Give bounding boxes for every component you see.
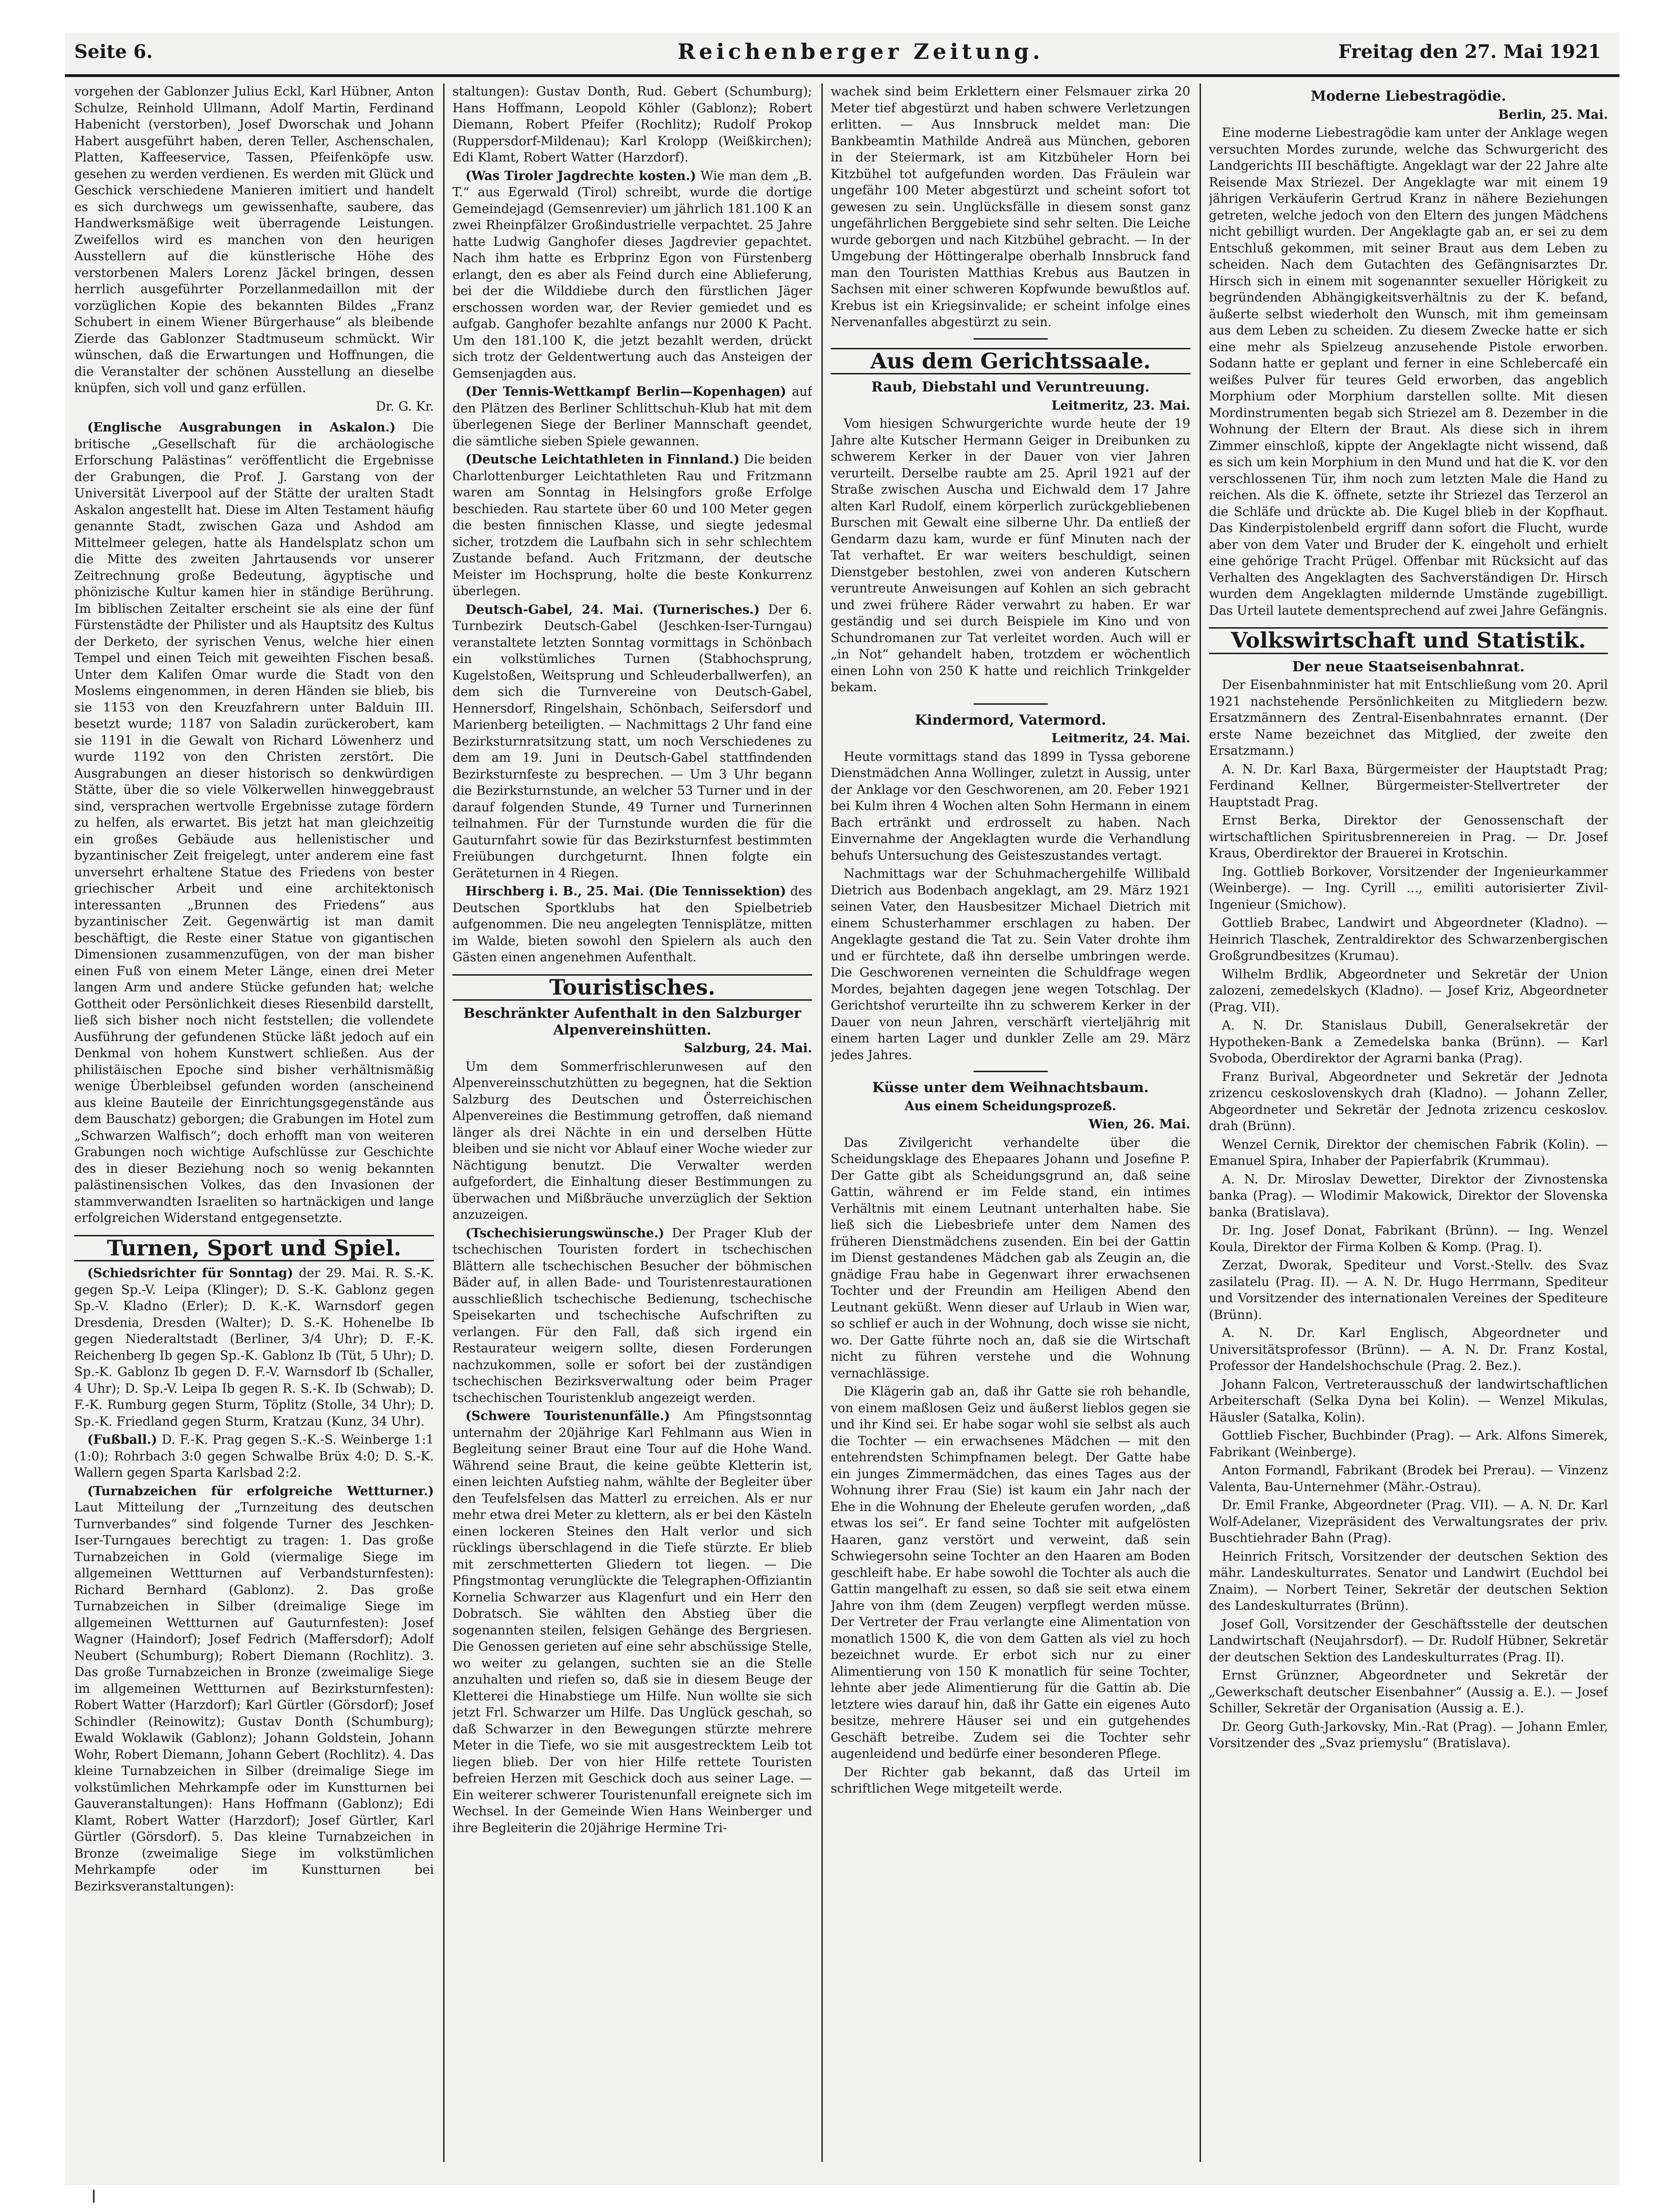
- section-economy-heading: Volkswirtschaft und Statistik.: [1209, 627, 1608, 654]
- article-gabel-head: Deutsch-Gabel, 24. Mai. (Turnerisches.): [465, 602, 760, 617]
- issue-date: Freitag den 27. Mai 1921: [1338, 41, 1601, 63]
- article-accidents-text: Am Pfingstsonntag unternahm der 20jährige Karl Fehlmann aus Wien in Begleitung seiner Braut eine Tour auf die Hohe Wand. Während seine Braut, die keine geübte Kletterin ist, einen leichten Aufstieg nahm, wählte der Begleiter über den Teufelsfelsen das Matterl zu erreichen. Als er nur mehr etwa drei Meter zu klettern, als er bei den Kästeln einen lockeren Steines den Halt verlor und sich rücklings überschlagend in die Tiefe stürzte. Er blieb mit zerschmetterten Gliedern tot liegen. — Die Pfingstmontag verunglückte die Telegraphen-Offiziantin Kornelia Schwarzer aus Klagenfurt und ein Herr den Dobratsch. Sie wählten den Abstieg über die sogenannten steilen, felsigen Gehänge des Bergriesen. Die Genossen gerieten auf eine sehr abschüssige Stelle, wo weiter zu gelangen, suchten sie an die Stelle anzuhalten und riefen so, daß sie in diesem Beuge der Kletterei die Hinabstiege um Hilfe. Nun wollte sie sich jetzt Frl. Schwarzer um Hilfe. Das Unglück geschah, so daß Schwarzer in den Bewegungen stürzte mehrere Meter in die Tiefe, wo sie mit ausgestrecktem Leib tot liegen blieb. Der von hier Hilfe rettete Touristen befreien Herzen mit Geschick doch aus seiner Lage. — Ein weiterer schwerer Touristenunfall ereignete sich im Wechsel. In der Gemeinde Wien Hans Weinberger und ihre Begleiterin die 20jährige Hermine Tri-: [452, 1409, 812, 1835]
- page-number: Seite 6.: [74, 41, 153, 63]
- divider: [974, 703, 1048, 705]
- railway-member-entry: A. N. Dr. Karl Englisch, Abgeordneter und Universitätsprofessor (Brünn). — A. N. Dr. Franz Kostal, Professor der Handelshochschule (Prag. 2. Bez.).: [1209, 1326, 1608, 1373]
- article-referees-text: der 29. Mai. R. S.-K. gegen Sp.-V. Leipa (Klinger); D. S.-K. Gablonz gegen Sp.-V. Kladno (Erler); D. K.-K. Warnsdorf gegen Dresdenia, Dresden (Walter); D. S.-K. Hohenelbe Ib gegen Niederaltstadt (Berliner, 3/4 Uhr); D. F.-K. Reichenberg Ib gegen Sp.-K. Gablonz Ib (Tüt, 5 Uhr); D. Sp.-K. Gablonz Ib gegen D. F.-V. Warnsdorf Ib (Schaller, 4 Uhr); D. Sp.-V. Leipa Ib gegen R. S.-K. Ib (Schwab); D. F.-K. Rumburg gegen Sturm, Töplitz (Stolle, 34 Uhr); D. Sp.-K. Friedland gegen Sturm, Kratzau (Kunz, 34 Uhr).: [74, 1266, 434, 1429]
- article-robbery-dateline: Leitmeritz, 23. Mai.: [1051, 398, 1190, 413]
- article-hirschberg-head: Hirschberg i. B., 25. Mai. (Die Tennissektion): [465, 884, 786, 899]
- railway-member-entry: Dr. Georg Guth-Jarkovsky, Min.-Rat (Prag). — Johann Emler, Vorsitzender des „Svaz priemyslu“ (Bratislava).: [1209, 1719, 1608, 1750]
- article-porcelain-text: vorgehen der Gablonzer Julius Eckl, Karl Hübner, Anton Schulze, Reinhold Ullmann, Adolf Martin, Ferdinand Habenicht (verstorben), Josef Dworschak und Johann Habert ausgeführt haben, deren Teller, Aschenschalen, Platten, Kaffeeservice, Tassen, Pfeifenköpfe usw. gesehen zu werden verdienen. Es werden mit Glück und Geschick verschiedene Manieren imitiert und handelt es sich durchwegs um gewissenhafte, saubere, das Handwerksmäßige weit überragende Leistungen. Zweifellos wird es manchen von den heurigen Ausstellern auf die künstlerische Höhe des verstorbenen Malers Lorenz Jäckel bringen, dessen herrlich ausgeführter Porzellanmedaillon mit der vorzüglichen Kopie des bekannten Bildes „Franz Schubert in einem Wiener Bürgerhause“ als bleibende Zierde das Gablonzer Stadtmuseum schmückt. Wir wünschen, daß die Erwartungen und Hoffnungen, die die Veranstalter der schönen Ausstellung an dieselbe knüpfen, sich voll und ganz erfüllen.: [74, 84, 434, 395]
- section-touristic-heading: Touristisches.: [452, 974, 812, 1001]
- article-tragedy-text: Eine moderne Liebestragödie kam unter der Anklage wegen versuchten Mordes zurunde, welche das Schwurgericht des Landgerichts III beschäftigte. Angeklagt war der 22 Jahre alte Reisende Max Striezel. Der Angeklagte war mit einem 19 jährigen Verkäuferin Gertrud Kranz in nähere Beziehungen getreten, welche jedoch von den Eltern des jungen Mädchens nicht gebilligt wurden. Der Angeklagte gab an, er sei zu dem Entschluß gekommen, mit seiner Braut aus dem Leben zu scheiden. Nach dem Gutachten des Gefängnisarztes Dr. Hirsch sich in einem mit sogenannter sexueller Hörigkeit zu begründenden Abhängigkeitsverhältnis zu der K. befand, äußerte selbst wiederholt den Wunsch, mit ihm gemeinsam aus dem Leben zu scheiden. Zu diesem Zwecke hatte er sich eine mehr als Spielzeug anzusehende Pistole erworben. Sodann hatte er geplant und ferner in eine Schlebercafé ein weißes Pulver für teures Geld erworben, das angeblich Morphium oder Morphium darstellen sollte. Mit diesen Mordinstrumenten begab sich Striezel am 8. Dezember in die Wohnung der Eltern der Braut. Als diese sich in ihrem Zimmer einschloß, kippte der Angeklagte nicht wissend, daß es sich um kein Morphium in den Mund und hat die K. vor den verschlossenen Tür, ihm noch zum letzten Male die Hand zu reichen. Als die K. öffnete, setzte ihr Striezel das Terzerol an die Schläfe und drückte ab. Die Kugel blieb in der Kopfhaut. Das Kinderpistolenbeld ergriff dann sofort die Flucht, wurde aber von dem Vater und Bruder der K. eingeholt und erhielt eine gehörige Tracht Prügel. Offenbar mit Rücksicht auf das Verhalten des Angeklagten des Sachverständigen Dr. Hirsch wurden dem Angeklagten mildernde Umstände zugebilligt. Das Urteil lautete dementsprechend auf zwei Jahre Gefängnis.: [1209, 126, 1608, 618]
- article-badges-continued: staltungen): Gustav Donth, Rud. Gebert (Schumburg); Hans Hoffmann, Leopold Köhler (Gablonz); Robert Diemann, Robert Pfeifer (Rochlitz); Rudolf Prokop (Ruppersdorf-Mildenau); Karl Krolopp (Weißkirchen); Edi Klamt, Robert Watter (Harzdorf).: [452, 84, 812, 165]
- article-gabel-text: Der 6. Turnbezirk Deutsch-Gabel (Jeschken-Iser-Turngau) veranstaltete letzten Sonntag vormittags in Schönbach ein volkstümliches Turnen (Stabhochsprung, Kugelstoßen, Weitsprung und Schleuderballwerfen), an dem sich die Turnvereine von Deutsch-Gabel, Hennersdorf, Ringelshain, Schönbach, Seifersdorf und Marienberg beteiligten. — Nachmittags 2 Uhr fand eine Bezirksturnratsitzung statt, um noch Verschiedenes zu dem am 19. Juni in Deutsch-Gabel stattfindenden Bezirksturnfeste zu besprechen. — Um 3 Uhr begann die Bezirksturnstunde, an welcher 53 Turner und in der darauf folgenden Stunde, 49 Turner und Turnerinnen teilnahmen. Für der Turnstunde wurden die für die Gauturnfahrt sowie für das Bezirksturnfest bestimmten Freiübungen durchgeturnt. Ihnen folgte ein Geräteturnen in 4 Riegen.: [452, 602, 812, 881]
- article-czech-text: Der Prager Klub der tschechischen Touristen fordert in tschechischen Blättern alle tschechischen Besucher der böhmischen Bäder auf, in allen Bade- und Touristenrestaurationen ausschließlich tschechische Bedienung, tschechische Speisekarten und tschechische Aufschriften zu verlangen. Für den Fall, daß sich irgend ein Restaurateur weigern sollte, diesen Forderungen nachzukommen, solle er sofort bei der zuständigen tschechischen Bezirksverwaltung oder beim Prager tschechischen Touristenklub angezeigt werden.: [452, 1226, 812, 1405]
- column-3: [831, 84, 1190, 2162]
- article-referees-head: (Schiedsrichter für Sonntag): [87, 1266, 293, 1280]
- article-tennis-text: auf den Plätzen des Berliner Schlittschuh-Klub hat mit dem überlegenen Siege der Berliner Mannschaft geendet, die sämtliche sieben Spiele gewannen.: [452, 385, 812, 449]
- railway-member-entry: Gottlieb Fischer, Buchbinder (Prag). — Ark. Alfons Simerek, Fabrikant (Weinberge).: [1209, 1428, 1608, 1460]
- railway-member-entry: A. N. Dr. Stanislaus Dubill, Generalsekretär der Hypotheken-Bank a Zemedelska banka (Brünn). — Karl Svoboda, Oberdirektor der Agrarni banka (Prag).: [1209, 1018, 1608, 1066]
- divider: [974, 338, 1048, 340]
- article-railway-intro: Der Eisenbahnminister hat mit Entschließung vom 20. April 1921 nachstehende Persönlichkeiten zu Mitgliedern bezw. Ersatzmännern des Zentral-Eisenbahnrates ernannt. (Der erste Name bezeichnet das Mitglied, der zweite den Ersatzmann.): [1209, 678, 1608, 758]
- article-murder-text-2: Nachmittags war der Schuhmachergehilfe Willibald Dietrich aus Bodenbach angeklagt, am 29. März 1921 seinen Vater, den Hausbesitzer Michael Dietrich mit einem Schusterhammer erschlagen zu haben. Der Angeklagte gestand die Tat zu. Sein Vater drohte ihm und er fürchtete, daß ihn derselbe umbringen werde. Die Geschworenen verneinten die Schuldfrage wegen Mordes, bejahten dagegen jene wegen Totschlag. Der Gerichtshof verurteilte ihn zu schwerem Kerker in der Dauer von neun Jahren, verschärft vierteljährig mit einem harten Lager und dunkler Zelle am 29. März jedes Jahres.: [831, 867, 1190, 1062]
- article-badges-text: Laut Mitteilung der „Turnzeitung des deutschen Turnverbandes“ sind folgende Turner des Jeschken-Iser-Turngaues berechtigt zu tragen: 1. Das große Turnabzeichen in Gold (viermalige Siege im allgemeinen Wettturnen auf Verbandsturnfesten): Richard Bernhard (Gablonz). 2. Das große Turnabzeichen in Silber (dreimalige Siege im allgemeinen Wettturnen auf Gauturnfesten): Josef Wagner (Haindorf); Josef Fedrich (Maffersdorf); Adolf Neubert (Schumburg); Robert Diemann (Rochlitz). 3. Das große Turnabzeichen in Bronze (zweimalige Siege im allgemeinen Wettturnen auf Bezirksturnfesten): Robert Watter (Harzdorf); Karl Gürtler (Görsdorf); Josef Schindler (Reinowitz); Gustav Donth (Schumburg); Ewald Woklawik (Gablonz); Johann Goldstein, Johann Wohr, Robert Diemann, Johann Gebert (Rochlitz). 4. Das kleine Turnabzeichen in Silber (dreimalige Siege im volkstümlichen Mehrkampfe oder im Kunstturnen bei Gauveranstaltungen): Hans Hoffmann (Gablonz); Edi Klamt, Robert Watter (Harzdorf); Josef Gürtler, Karl Gürtler (Görsdorf). 5. Das kleine Turnabzeichen in Bronze (zweimalige Siege im volkstümlichen Mehrkampfe oder im Kunstturnen bei Bezirksveranstaltungen):: [74, 1500, 434, 1894]
- article-hirschberg-text: des Deutschen Sportklubs hat den Spielbetrieb aufgenommen. Die neu angelegten Tennisplätze, mitten im Walde, bieten sowohl den Spielern als auch den Gästen einen angenehmen Aufenthalt.: [452, 884, 812, 965]
- article-askalon-head: (Englische Ausgrabungen in Askalon.): [87, 420, 396, 435]
- article-murder-dateline: Leitmeritz, 24. Mai.: [1051, 731, 1190, 746]
- railway-member-entry: Heinrich Fritsch, Vorsitzender der deutschen Sektion des mähr. Landeskulturrates. Senator und Landwirt (Euchdol bei Znaim). — Norbert Teiner, Sekretär der deutschen Sektion des Landeskulturrates (Brünn).: [1209, 1549, 1608, 1613]
- railway-member-entry: Ernst Berka, Direktor der Genossenschaft der wirtschaftlichen Spiritusbrennereien in Prag. — Dr. Josef Kraus, Oberdirektor der Brauerei in Krotschin.: [1209, 813, 1608, 861]
- railway-member-entry: Gottlieb Brabec, Landwirt und Abgeordneter (Kladno). — Heinrich Tlaschek, Zentraldirektor des Schwarzenbergischen Großgrundbesitzes (Krumau).: [1209, 916, 1608, 963]
- column-4: [1209, 84, 1608, 2162]
- railway-member-entry: A. N. Dr. Miroslav Dewetter, Direktor der Zivnostenska banka (Prag). — Wlodimir Makowick, Direktor der Slovenska banka (Bratislava).: [1209, 1172, 1608, 1220]
- scan-mark: [93, 2190, 95, 2203]
- railway-member-entry: Ernst Grünzner, Abgeordneter und Sekretär der „Gewerkschaft deutscher Eisenbahner“ (Aussig a. E.). — Josef Schiller, Sekretär der Organisation (Aussig a. E.).: [1209, 1668, 1608, 1716]
- article-finland-text: Die beiden Charlottenburger Leichtathleten Rau und Fritzmann waren am Sonntag in Helsingfors große Erfolge beschieden. Rau startete über 60 und 100 Meter gegen die besten finnischen Klasse, und siegte jedesmal sicher, trotzdem die Laufbahn sich in sehr schlechtem Zustande befand. Auch Fritzmann, der deutsche Meister im Hochsprung, holte die beste Konkurrenz überlegen.: [452, 452, 812, 598]
- article-robbery-text: Vom hiesigen Schwurgerichte wurde heute der 19 Jahre alte Kutscher Hermann Geiger in Dreibunken zu schwerem Kerker in der Dauer von vier Jahren verurteilt. Derselbe raubte am 25. April 1921 auf der Straße zwischen Auscha und Eichwald dem 17 Jahre alten Karl Rudolf, einem körperlich zurückgebliebenen Burschen mit Gewalt eine silberne Uhr. Da entließ der Gendarm dazu kam, wurde er fünf Minuten nach der Tat verhaftet. Er war weiters beschuldigt, seinen Dienstgeber bestohlen, zwei von anderen Kutschern veruntreute Anweisungen auf Kohlen an sich gebracht und zwei frühere Räder verwahrt zu haben. Er war geständig und sei durch Beispiele im Kino und von Schundromanen zur Tat verleitet worden. Auch will er „in Not“ gehandelt haben, trotzdem er wöchentlich einen Lohn von 250 K hatte und reichlich Trinkgelder bekam.: [831, 417, 1190, 694]
- article-czech-head: (Tschechisierungswünsche.): [465, 1226, 665, 1241]
- column-2: [452, 84, 812, 2162]
- article-salzburg-headline: Beschränkter Aufenthalt in den Salzburger Alpenvereinshütten.: [463, 1005, 801, 1038]
- railway-member-entry: Anton Formandl, Fabrikant (Brodek bei Prerau). — Vinzenz Valenta, Bau-Unternehmer (Mähr.-Ostrau).: [1209, 1463, 1608, 1494]
- newspaper-name: Reichenberger Zeitung.: [678, 39, 1044, 64]
- divider: [974, 1071, 1048, 1072]
- railway-member-entry: Josef Goll, Vorsitzender der Geschäftsstelle der deutschen Landwirtschaft (Neujahrsdorf). — Dr. Rudolf Hübner, Sekretär der deutschen Sektion des Landeskulturrates (Prag. II).: [1209, 1617, 1608, 1665]
- article-hunting-text: Wie man dem „B. T.“ aus Egerwald (Tirol) schreibt, wurde die dortige Gemeindejagd (Gemsenrevier) um jährlich 181.100 K an zwei Rheinpfälzer Großindustrielle verpachtet. 25 Jahre hatte Ludwig Ganghofer dieses Jagdrevier gepachtet. Nach ihm hatte es Erbprinz Egon von Fürstenberg erlangt, den es aber als Feind durch eine Ablieferung, bei der die Wilddiebe durch den fürstlichen Jäger erschossen worden war, der Revier gemiedet und es aufgab. Ganghofer bezahlte anfangs nur 2000 K Pacht. Um den 181.100 K, die jetzt bezahlt werden, drückt sich trotz der Geldentwertung auch das Ansteigen der Gemsenjagden aus.: [452, 168, 812, 381]
- railway-member-entry: A. N. Dr. Karl Baxa, Bürgermeister der Hauptstadt Prag; Ferdinand Kellner, Bürgermeister-Stellvertreter der Hauptstadt Prag.: [1209, 762, 1608, 810]
- masthead: [65, 32, 1620, 77]
- article-tragedy-dateline: Berlin, 25. Mai.: [1498, 107, 1608, 122]
- article-finland-head: (Deutsche Leichtathleten in Finnland.): [465, 452, 740, 467]
- article-divorce-text-2: Die Klägerin gab an, daß ihr Gatte sie roh behandle, von einem maßlosen Geiz und äußerst lieblos gegen sie und ihr Kind sei. Er habe sogar wohl sie selbst als auch die Tochter — ein erwachsenes Mädchen — mit den entehrendsten Schimpfnamen belegt. Der Gatte habe ein junges Zimmermädchen, das eines Tages aus der Wohnung ihrer Frau (Sie) ist kaum ein Jahr nach der Ehe in die Wohnung der Eheleute gerufen worden, „daß etwas los sei“. Er fand seine Tochter mit aufgelösten Haaren, ganz verstört und verweint, daß sein Schwiegersohn seine Tochter an den Haaren am Boden geschleift habe. Er habe sowohl die Tochter als auch die Gattin mangelhaft zu essen, so daß sie seit etwa einem Jahre von ihm (dem Zeugen) verpflegt werden müsse. Der Vertreter der Frau verlangte eine Alimentation von monatlich 1500 K, die von dem Gatten als viel zu hoch bezeichnet wurde. Er erbot sich nur zu einer Alimentierung von 150 K monatlich für seine Tochter, lehnte aber jede Alimentierung für die Gattin ab. Die letztere wies darauf hin, daß ihr Gatte ein eigenes Auto besitze, mehrere Häuser sei und ein gutgehendes Geschäft betreibe. Zudem sei die Tochter sehr augenleidend und bedürfe einer besonderen Pflege.: [831, 1384, 1190, 1761]
- railway-member-entry: Zerzat, Dworak, Spediteur und Vorst.-Stellv. des Svaz zasilatelu (Prag. II). — A. N. Dr. Hugo Herrmann, Spediteur und Vorsitzender des internationalen Vereines der Spediteure (Brünn).: [1209, 1258, 1608, 1322]
- article-football-text: D. F.-K. Prag gegen S.-K.-S. Weinberge 1:1 (1:0); Rohrbach 3:0 gegen Schwalbe Brüx 4:0; D. S.-K. Wallern gegen Sparta Karlsbad 2:2.: [74, 1433, 434, 1480]
- article-divorce-dateline: Wien, 26. Mai.: [1088, 1117, 1190, 1132]
- railway-member-entry: Franz Burival, Abgeordneter und Sekretär der Jednota zrizencu ceskoslovenskych drah (Kladno). — Johann Zeller, Abgeordneter und Sekretär der Jednota zrizencu ceskoslov. drah (Brünn).: [1209, 1069, 1608, 1133]
- article-hunting-head: (Was Tiroler Jagdrechte kosten.): [465, 168, 696, 183]
- section-sport-heading: Turnen, Sport und Spiel.: [74, 1235, 434, 1262]
- railway-member-entry: Wenzel Cernik, Direktor der chemischen Fabrik (Kolin). — Emanuel Spira, Inhaber der Papierfabrik (Krummau).: [1209, 1137, 1608, 1168]
- article-accidents-continued: wachek sind beim Erklettern einer Felsmauer zirka 20 Meter tief abgestürzt und haben schwere Verletzungen erlitten. — Aus Innsbruck meldet man: Die Bankbeamtin Mathilde Andreä aus München, geboren in der Steiermark, ist am Kitzbüheler Horn bei Kitzbühel tot aufgefunden worden. Das Fräulein war ungefähr 100 Meter abgestürzt und scheint sofort tot gewesen zu sein. Unglücksfälle in diesem sonst ganz ungefährlichen Berggebiete sind sehr selten. Die Leiche wurde geborgen und nach Kitzbühel gebracht. — In der Umgebung der Höttingeralpe oberhalb Innsbruck fand man den Touristen Matthias Krebus aus Bautzen in Sachsen mit einer schweren Kopfwunde bewußtlos auf. Krebus ist ein Kriegsinvalide; er scheint infolge eines Nervenanfalles abgestürzt zu sein.: [831, 84, 1190, 329]
- railway-member-entry: Dr. Ing. Josef Donat, Fabrikant (Brünn). — Ing. Wenzel Koula, Direktor der Firma Kolben & Komp. (Prag. I).: [1209, 1223, 1608, 1254]
- article-divorce-text-3: Der Richter gab bekannt, daß das Urteil im schriftlichen Wege mitgeteilt werde.: [831, 1765, 1190, 1796]
- article-railway-headline: Der neue Staatseisenbahnrat.: [1292, 658, 1525, 675]
- article-murder-text-1: Heute vormittags stand das 1899 in Tyssa geborene Dienstmädchen Anna Wollinger, zuletzt in Aussig, unter der Anklage vor den Geschworenen, am 20. Feber 1921 bei Kulm ihren 4 Wochen alten Sohn Hermann in einem Bach ertränkt und erdrosselt zu haben. Nach Einvernahme der Angeklagten wurde die Verhandlung behufs Untersuchung des Geisteszustandes vertagt.: [831, 749, 1190, 863]
- article-salzburg-dateline: Salzburg, 24. Mai.: [684, 1041, 812, 1055]
- section-court-heading: Aus dem Gerichtssaale.: [831, 348, 1190, 375]
- railway-member-entry: Ing. Gottlieb Borkover, Vorsitzender der Ingenieurkammer (Weinberge). — Ing. Cyrill ..., emiliti autorisierter Zivil-Ingenieur (Smichow).: [1209, 864, 1608, 912]
- article-accidents-head: (Schwere Touristenunfälle.): [465, 1409, 670, 1423]
- railway-member-entry: Johann Falcon, Vertreterausschuß der landwirtschaftlichen Arbeiterschaft (Selka Dyna bei Kolin). — Wenzel Mikulas, Häusler (Satalka, Kolin).: [1209, 1377, 1608, 1425]
- column-rule-2: [821, 84, 823, 2162]
- article-askalon-text: Die britische „Gesellschaft für die archäologische Erforschung Palästinas“ veröffentlicht die Ergebnisse der Grabungen, die Prof. J. Garstang von der Universität Liverpool auf der Stätte der uralten Stadt Askalon angestellt hat. Diese im Alten Testament häufig genannte Stadt, zwischen Gaza und Ashdod am Mittelmeer gelegen, hatte als Handelsplatz schon um die Mitte des zweiten Jahrtausends vor unserer Zeitrechnung große Bedeutung, ägyptische und phönizische Kultur kamen hier in ständige Berührung. Im biblischen Zeitalter erscheint sie als eine der fünf Fürstenstädte der Philister und als Hauptsitz des Kultus der Derketo, der syrischen Venus, welche hier einen Tempel und einen Teich mit geweihten Fischen besaß. Unter dem Kalifen Omar wurde die Stadt von den Moslems eingenommen, in deren Händen sie blieb, bis sie 1153 von den Kreuzfahrern unter Balduin III. besetzt wurde; 1187 von Saladin zurückerobert, kam sie 1191 in die Gewalt von Richard Löwenherz und wurde 1192 von den Christen zerstört. Die Ausgrabungen an dieser historisch so denkwürdigen Stätte, über die so viele Völkerwellen hinweggebraust sind, versprachen wertvolle Ergebnisse zutage fördern zu helfen, als erwartet. Bis jetzt hat man gleichzeitig ein großes Gebäude aus hellenistischer und byzantinischer Zeit freigelegt, unter anderem eine fast unversehrt erhaltene Statue des Friedens von bester griechischer Arbeit und eine architektonisch interessanten „Brunnen des Friedens“ aus byzantinischer Zeit. Gegenwärtig ist man damit beschäftigt, die Reste einer Statue von gigantischen Dimensionen zusammenzufügen, von der man bisher einen Fuß von einem Meter Länge, einen drei Meter langen Arm und andere Stücke gefunden hat; welche Gottheit oder Persönlichkeit dieses Riesenbild darstellt, ließ sich bisher noch nicht feststellen; die vollendete Ausführung der gefundenen Stücke läßt jedoch auf ein Denkmal von hohem Kunstwert schließen. Aus der philistäischen Epoche sind bisher verhältnismäßig wenige Überbleibsel gefunden worden (anscheinend aus kleine Bauteile der Einrichtungsgegenstände aus dem Bauschatz) geborgen; die Grabungen im Hotel zum „Schwarzen Walfisch“; doch erhofft man von weiteren Grabungen noch wichtige Aufschlüsse zur Geschichte des in dieser Beziehung noch so wenig bekannten palästinensischen Volkes, das den Invasionen der stammverwandten Israeliten so hartnäckigen und lange erfolgreichen Widerstand entgegensetzte.: [74, 420, 434, 1225]
- article-divorce-text-1: Das Zivilgericht verhandelte über die Scheidungsklage des Ehepaares Johann und Josefine P. Der Gatte gibt als Scheidungsgrund an, daß seine Gattin, während er im Felde stand, ein intimes Verhältnis mit einem Leutnant unterhalten habe. Sie ließ sich die Liebesbriefe unter dem Namen des früheren Dienstmädchens zusenden. Ein bei der Gattin im Dienst gestandenes Mädchen gab als Zeugin an, die gnädige Frau habe in Gegenwart ihrer erwachsenen Tochter und der Freundin am Heiligen Abend den Leutnant geküßt. Wenn dieser auf Urlaub in Wien war, so schlief er auch in der Wohnung, doch wisse sie nicht, wo. Der Gatte führte noch an, daß sie die Wirtschaft nicht zu führen verstehe und die Wohnung vernachlässige.: [831, 1135, 1190, 1381]
- column-rule-3: [1200, 84, 1201, 2162]
- article-divorce-subheadline: Aus einem Scheidungsprozeß.: [904, 1099, 1117, 1113]
- article-badges-head: (Turnabzeichen für erfolgreiche Wettturner.): [87, 1484, 434, 1498]
- column-rule-1: [443, 84, 445, 2162]
- article-robbery-headline: Raub, Diebstahl und Veruntreuung.: [871, 379, 1150, 395]
- article-tragedy-headline: Moderne Liebestragödie.: [1310, 88, 1506, 104]
- newspaper-page: [65, 32, 1620, 2185]
- article-salzburg-text: Um dem Sommerfrischlerunwesen auf den Alpenvereinsschutzhütten zu begegnen, hat die Sektion Salzburg des Deutschen und Österreichischen Alpenvereines die Bestimmung getroffen, daß niemand länger als drei Nächte in ein und derselben Hütte bleiben und sie nicht vor Ablauf einer Woche wieder zur Nächtigung benutzt. Die Verwalter werden aufgefordert, die Einhaltung dieser Bestimmungen zu überwachen und Mißbräuche unverzüglich der Sektion anzuzeigen.: [452, 1059, 812, 1222]
- article-murder-headline: Kindermord, Vatermord.: [915, 712, 1106, 728]
- article-divorce-headline: Küsse unter dem Weihnachtsbaum.: [872, 1080, 1149, 1096]
- railway-member-entry: Dr. Emil Franke, Abgeordneter (Prag. VII). — A. N. Dr. Karl Wolf-Adelaner, Vizepräsident des Verwaltungsrates der priv. Buschtiehrader Bahn (Prag).: [1209, 1498, 1608, 1545]
- railway-member-entry: Wilhelm Brdlik, Abgeordneter und Sekretär der Union zalozeni, zemedelskych (Kladno). — Josef Kriz, Abgeordneter (Prag. VII).: [1209, 967, 1608, 1015]
- article-tennis-head: (Der Tennis-Wettkampf Berlin—Kopenhagen): [465, 385, 787, 399]
- article-football-head: (Fußball.): [87, 1433, 157, 1447]
- column-1: [74, 84, 434, 2162]
- article-signature: Dr. G. Kr.: [375, 399, 434, 414]
